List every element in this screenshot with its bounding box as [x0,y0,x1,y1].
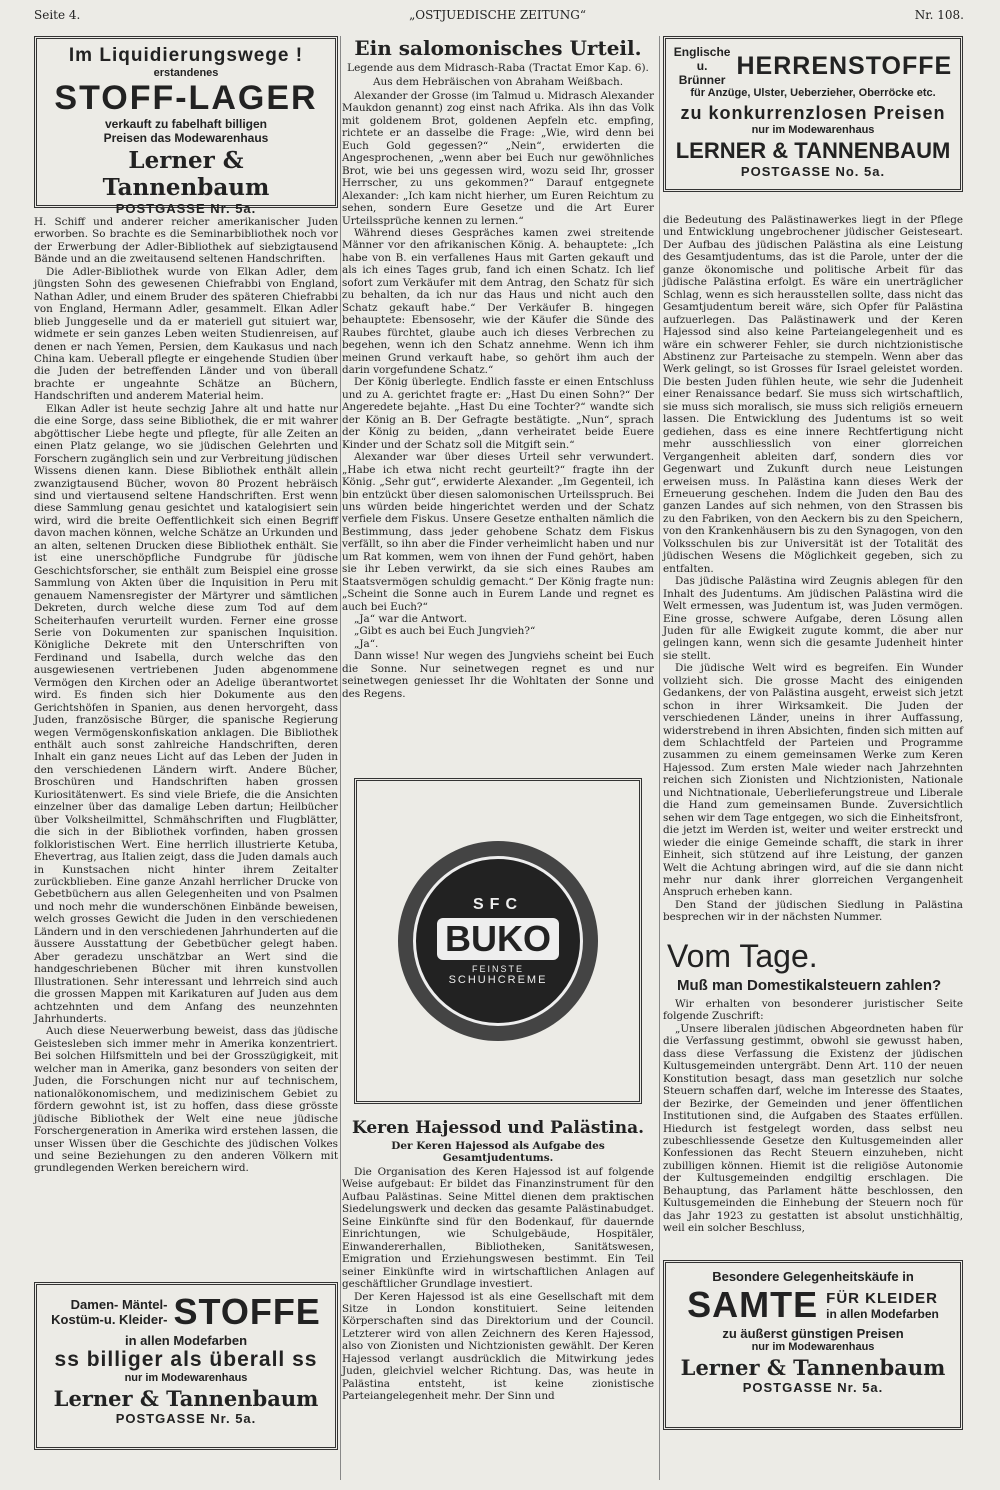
article-domestikalsteuern [663,998,963,1246]
ad-shop-name: LERNER & TANNENBAUM [675,138,951,163]
column-rule [340,36,341,1480]
ad-address: POSTGASSE Nr. 5a. [115,201,257,216]
column-rule [659,36,660,1480]
paragraph: „Ja“. [354,637,379,650]
ad-headline: SAMTE [687,1284,819,1325]
paragraph: „Gibt es auch bei Euch Jungvieh?“ [354,625,536,638]
ad-line: in allen Modefarben [826,1306,939,1321]
buko-logo [398,841,598,1041]
ad-line: in allen Modefarben [124,1333,248,1348]
ad-slogan: ss billiger als überall ss [54,1348,318,1371]
newspaper-title: „OSTJUEDISCHE ZEITUNG“ [409,8,587,22]
paragraph: Die Organisation des Keren Hajessod ist auf folgende Weise aufgebaut: Er bildet das Finanzinstrument für den Aufbau Palästinas. Seine Mittel dienen dem praktischen Siedelungswerk und decken das gesamte Palästinabudget. Seine Einkünfte sind für den Bodenkauf, für dauernde Einrichtungen, wie Schulgebäude, Hospitäler, Einwandererhallen, Bibliotheken, Sanitätswesen, Emigration und Erziehungswesen bestimmt. Ein Teil seiner Einkünfte wird in wirtschaftlichen Anlagen auf geschäftlicher Grundlage investiert. [342,1166,654,1291]
article-keren-hajessod-continued [663,214,963,928]
ad-line: Kostüm-u. Kleider- [51,1312,168,1327]
ad-headline: HERRENSTOFFE [736,51,953,80]
ad-line: Damen- Mäntel- [70,1297,168,1312]
ad-line: zu äußerst günstigen Preisen [722,1326,904,1341]
column-middle [342,36,654,1482]
ad-line: FÜR KLEIDER [826,1289,938,1307]
article-subtitle: Der Keren Hajessod als Aufgabe des Gesamtjudentums. [391,1140,605,1164]
ad-buko [354,778,642,1104]
ad-line: Englische u. [673,45,731,73]
ad-address: POSTGASSE No. 5a. [740,164,886,179]
ad-stoff-lager [34,36,338,216]
ad-shop-name: Lerner & Tannenbaum [53,1386,319,1411]
page-header [34,8,964,26]
article-subtitle: Legende aus dem Midrasch-Raba (Tractat Emor Kap. 6). [347,62,649,74]
ad-shop-name: Lerner & Tannenbaum [680,1355,946,1380]
ad-line: Im Liquidierungswege ! [68,45,304,66]
article-salomonisches-urteil [342,90,654,770]
buko-tagline: FEINSTE [471,964,524,974]
article-title: Muß man Domestikalsteuern zahlen? [677,977,942,994]
ad-line: erstandenes [153,67,219,79]
paragraph: Alexander war über dieses Urteil sehr verwundert. „Habe ich etwa nicht recht geurteilt?“ fragte ihn der König. „Sehr gut“, erwiderte Alexander. „Im Gegenteil, ich bin entzückt über diesen salomonischen Urteilsspruch. Bei uns würden beide hingerichtet werden und der Schatz verfiele dem Fiskus. Unsere Gesetze enthalten nämlich die Bestimmung, dass jeder gehobene Schatz dem Fiskus verfällt, so ihn aber die Finder verheimlicht haben und nur um Rat kommen, wem von ihnen der Fund gehört, haben sie ihr Leben verwirkt, da sie sich eines Raubes am Staatsvermögen schuldig gemacht.“ Der König fragte nun: „Scheint die Sonne auch in Eurem Lande und regnet es auch bei Euch?“ [342,451,654,613]
paragraph: Das jüdische Palästina wird Zeugnis ablegen für den Inhalt des Judentums. Am jüdischen Palästina wird die Welt ermessen, was Judentum ist, was Juden vermögen. Eine grosse, schwere Aufgabe, deren Lösung allen Juden für alle Ewigkeit zugute kommt, die aber nur gelingen kann, wenn sich die gesamte Judenheit hinter sie stellt. [663,575,963,662]
article-title: Ein salomonisches Urteil. [354,36,642,60]
paragraph: Dann wisse! Nur wegen des Jungviehs scheint bei Euch die Sonne. Nur seinetwegen regnet es und nur seinetwegen geniesset Ihr die Wohltaten der Sonne und des Regens. [342,650,654,700]
ad-line: Besondere Gelegenheitskäufe in [712,1269,914,1284]
paragraph: die Bedeutung des Palästinawerkes liegt in der Pflege und Entwicklung ungebrochener jüdischer Geisteseart. Der Aufbau des jüdischen Palästina als eine Leistung des Gesamtjudentums, das ist die Parole, unter der die ganze ökonomische und politische Arbeit für das jüdische Palästina erfolgt. Es wäre ein unerträglicher Schlag, wenn es sich herausstellen sollte, dass nicht das Gesamtjudentum bereit wäre, sich Opfer für Palästina aufzuerlegen. Das Palästinawerk und der Keren Hajessod sind also keine Parteiangelegenheit und es wäre ein schwerer Fehler, sie durch nichtzionistische Abstinenz zur Parteisache zu stempeln. Wenn aber das Werk gelingt, so ist Grosses für Israel geleistet worden. Die besten Juden fühlen heute, wie sehr die Judenheit einer Renaissance bedarf. Sie muss sich wirtschaftlich, sie muss sich moralisch, sie muss sich religiös erneuern lassen. Die Entwicklung des Judentums ist so weit gediehen, dass es eine innere Rechtfertigung nicht mehr ausschliesslich von einer glorreichen Vergangenheit ableiten darf, sondern dies vor Gegenwart und Zukunft durch neue Leistungen erweisen muss. In Palästina kann dieses Werk der Erneuerung geschehen. Indem die Juden den Bau des ganzen Landes auf sich nehmen, von den Strassen bis zu den Fabriken, von den Aeckern bis zu den Speichern, von den Krankenhäusern bis zu den Synagogen, von den Volksschulen bis zur Universität ist der Totalität des jüdischen Wesens die Möglichkeit gegeben, sich zu entfalten. [663,214,963,575]
paragraph: Die jüdische Welt wird es begreifen. Ein Wunder vollzieht sich. Die grosse Macht des einigenden Gedankens, der von Palästina ausgeht, erweist sich jetzt schon in ihrer Wirksamkeit. Die Juden der verschiedenen Länder, uneins in ihrer Auffassung, widerstrebend in ihren Absichten, finden sich mitten auf dem Schlachtfeld der Parteien und Programme zusammen zu einem gemeinsamen Werke zum Keren Hajessod. Zum ersten Male wieder nach Jahrzehnten reichen sich Zionisten und Nichtzionisten, Nationale und Nichtnationale, Ueberlieferungstreue und Liberale die Hand zum gemeinsamen Bunde. Zuversichtlich sehen wir dem Tage entgegen, wo sich die Einheitsfront, die jetzt im Werden ist, weiter und weiter erstreckt und wieder die einige Gemeinde schafft, die stark in ihrer Einheit, sich stützend auf ihre Leistung, der ganzen Welt die Achtung abringen wird, auf die sie dann nicht mehr nur dank ihrer glorreichen Vergangenheit Anspruch erheben kann. [663,662,963,899]
ad-line: nur im Modewarenhaus [751,1341,875,1353]
ad-samte [663,1260,963,1430]
paragraph: Während dieses Gespräches kamen zwei streitende Männer vor den afrikanischen König. A. behauptete: „Ich habe von B. ein verfallenes Haus mit Garten gekauft und als ich eines Tages grub, fand ich einen Schatz. Ich lief sofort zum Verkäufer mit dem Antrag, den Schatz für sich zu behalten, da ich nur das Haus und nicht auch den Schatz gekauft habe.“ Der Verkäufer B. hingegen behauptete: Ebensosehr, wie der Käufer die Sünde des Raubes fürchtet, glaube auch ich dieses Verbrechen zu begehen, wenn ich den Schatz annehme. Wenn ich ihm meinen Grund verkauft habe, so gehört ihm auch der darin vorgefundene Schatz.“ [342,226,654,376]
ad-line: für Anzüge, Ulster, Ueberzieher, Oberröcke etc. [690,87,936,99]
ad-line: Preisen das Modewarenhaus [103,131,269,145]
paragraph: Den Stand der jüdischen Siedlung in Palästina besprechen wir in der nächsten Nummer. [663,898,963,924]
paragraph: Auch diese Neuerwerbung beweist, dass das jüdische Geistesleben sich immer mehr in Amerika konzentriert. Bei solchen Hilfsmitteln und bei der Grosszügigkeit, mit welcher man in Amerika, ganz besonders von seiten der Juden, die Forschungen nicht nur auf technischem, nationalökonomischem, und medizinischem Gebiet zu fördern gewohnt ist, ist zu hoffen, dass diese grösste jüdische Bibliothek der Welt eine neue jüdische Forschergeneration in Amerika wird erstehen lassen, die unser Wissen über die Geschichte des jüdischen Volkes und seine Beziehungen zu den anderen Völkern mit grundlegenden Werken bereichern wird. [34,1025,338,1175]
paragraph: Wir erhalten von besonderer juristischer Seite folgende Zuschrift: [663,998,963,1023]
ad-line: verkauft zu fabelhaft billigen [104,117,268,131]
column-right [663,36,963,1482]
ad-headline: STOFF-LAGER [54,79,318,117]
paragraph: Der Keren Hajessod ist als eine Gesellschaft mit dem Sitze in London konstituiert. Seine leitenden Körperschaften sind das Direktorium und der Council. Letzterer wird von allen Zeichnern des Keren Hajessod, also von Zionisten und Nichtzionisten gewählt. Der Keren Hajessod verlangt ausdrücklich die Mitwirkung jedes Juden, gleichviel welcher Richtung. Das, was heute in Palästina entsteht, ist keine zionistische Parteiangelegenheit mehr. Der Sinn und [342,1290,654,1403]
ad-line: Brünner [678,73,726,87]
article-library [34,216,338,1274]
ad-address: POSTGASSE Nr. 5a. [742,1380,884,1395]
page-number: Seite 4. [34,8,81,22]
column-left [34,36,338,1482]
paragraph: H. Schiff und anderer reicher amerikanischer Juden erworben. So brachte es die Seminarbibliothek noch vor der Erwerbung der Adler-Bibliothek auf siebzigtausend Bände und an die zweitausend seltenen Handschriften. [34,216,338,266]
paragraph: „Unsere liberalen jüdischen Abgeordneten haben für die Verfassung gestimmt, obwohl sie gewusst haben, dass diese Verfassung die Existenz der jüdischen Kultusgemeinden untergräbt. Denn Art. 110 der neuen Konstitution besagt, dass man gesetzlich nur solche Steuern schaffen darf, welche im Interesse des Staates, der Bezirke, der Gemeinden und jener öffentlichen Institutionen sind, die Aufgaben des Staates erfüllen. Hiedurch ist festgelegt worden, dass selbst neu zubeschliessende Gesetze den Kultusgemeinden aller Konfessionen das Recht Steuern einzuheben, nicht zubilligen können. Hiemit ist die religiöse Autonomie der Kultusgemeinden endgiltig erschlagen. Die Behauptung, das Parlament hätte beschlossen, den Kultusgemeinden die Einhebung der Steuern noch für das Jahr 1923 zu gestatten ist absolut unstichhältig, weil ein solcher Beschluss, [663,1022,963,1235]
paragraph: Der König überlegte. Endlich fasste er einen Entschluss und zu A. gerichtet fragte er: „Hast Du einen Sohn?“ Der Angeredete bejahte. „Hast Du eine Tochter?“ wandte sich der König an B. Der Gefragte bestätigte. „Nun“, sprach der König zu beiden, „dann verheiratet beide Euere Kinder und der Schatz soll die Mitgift sein.“ [342,376,654,451]
article-byline: Aus dem Hebräischen von Abraham Weißbach. [372,76,624,88]
paragraph: „Ja“ war die Antwort. [354,613,468,626]
ad-headline: STOFFE [173,1291,321,1332]
buko-product: SCHUHCREME [448,974,548,986]
article-title: Keren Hajessod und Palästina. [351,1118,645,1138]
ad-herrenstoffe [663,36,963,192]
buko-name: BUKO [437,918,559,960]
issue-number: Nr. 108. [914,8,964,22]
ad-stoffe [34,1282,338,1450]
ad-line: nur im Modewarenhaus [751,124,875,136]
ad-line: nur im Modewarenhaus [124,1372,248,1384]
section-heading: Vom Tage. [667,938,818,974]
ad-address: POSTGASSE Nr. 5a. [115,1411,257,1426]
article-keren-hajessod [342,1166,654,1403]
paragraph: Alexander der Grosse (im Talmud u. Midrasch Alexander Maukdon genannt) zog einst nach Afrika. Als ihn das Volk mit goldenem Brot, goldenen Aepfeln etc. empfing, richtete er an dasselbe die Frage: „Wie, wird denn bei Euch Gold gegessen?“ „Nein“, erwiderten die Angesprochenen, „wenn aber bei Euch nur gewöhnliches Brot, wie bei uns gegessen wird, wozu seid Ihr, grosser Herrscher, zu uns gekommen?“ Darauf entgegnete Alexander: „Ich kam nicht hierher, um Euren Reichtum zu sehen, sondern Eure Gesetze und die Art Eurer Urteilssprüche kennen zu lernen.“ [342,90,654,227]
ad-slogan: zu konkurrenzlosen Preisen [680,103,946,123]
buko-brand-letters: SFC [473,896,523,913]
paragraph: Die Adler-Bibliothek wurde von Elkan Adler, dem jüngsten Sohn des gewesenen Chiefrabbi von England, Nathan Adler, und einem Bruder des späteren Chiefrabbi von England, Hermann Adler, gesammelt. Elkan Adler blieb Junggeselle und da er materiell gut situiert war, widmete er sein ganzes Leben weiten Studienreisen, auf denen er nach Yemen, Persien, dem Kaukasus und nach China kam. Ueberall pflegte er eingehende Studien über die Juden der betreffenden Länder und von überall brachte er ungeahnte Schätze an Büchern, Handschriften und anderem Material heim. [34,265,338,403]
ad-shop-name: Lerner & Tannenbaum [102,147,270,201]
paragraph: Elkan Adler ist heute sechzig Jahre alt und hatte nur die eine Sorge, dass seine Bibliothek, die er mit wahrer abgöttischer Liebe hegte und pflegte, für alle Zeiten an einen Platz gelange, wo sie jüdischen Gelehrten und Forschern zugänglich sein und zur Verbreitung jüdischen Wissens dienen kann. Diese Bibliothek enthält allein zwanzigtausend Bücher, wovon 80 Prozent hebräisch sind und viertausend seltene Handschriften. Erst wenn diese Sammlung genau gesichtet und katalogisiert sein wird, wird die breite Oeffentlichkeit sich einen Begriff davon machen können, welche Schätze an Urkunden und an alten, seltenen Drucken diese Bibliothek enthält. Sie ist eine unerschöpfliche Fundgrube für jüdische Geschichtsforscher, sie enthält zum Beispiel eine grosse Sammlung von Akten über die Inquisition in Peru mit genauem Namensregister der Märtyrer und sämtlichen Dekreten, durch welche diese zum Tod auf dem Scheiterhaufen verurteilt wurden. Ferner eine grosse Serie von Dokumenten zur spanischen Inquisition. Königliche Dekrete mit den Unterschriften von Ferdinand und Isabella, durch welche das den ausgewiesenen vertriebenen Juden abgenommene Vermögen den Kirchen oder an Adelige überantwortet wird. Es finden sich hier Dokumente aus den Gerichtshöfen in Spanien, aus denen hervorgeht, dass Juden, französische Bürger, die spanische Regierung wegen Vermögenskonfiskation anklagen. Die Bibliothek enthält auch sonst zahlreiche Handschriften, deren Inhalt ein ganz neues Licht auf das Leben der Juden in den verschiedenen Ländern wirft. Andere Bücher, Broschüren und Handschriften haben grossen Kuriositätenwert. Es sind viele Briefe, die die Ansichten einzelner über das damalige Leben dartun; Heilbücher über Volksheilmittel, Schmähschriften und Flugblätter, die sich in der Bibliothek vorfinden, haben grossen folkloristischen Wert. Eine herrlich illustrierte Ketuba, Ehevertrag, aus Italien zeigt, dass die Juden damals auch in Kunstsachen nicht hinter ihrem Zeitalter zurückblieben. Eine ganze Anzahl herrlicher Drucke von Gebetbüchern aus allen Gelegenheiten und von Psalmen und noch mehr die wunderschönen Einbände beweisen, welch grosses Gewicht die Juden in den verschiedenen Ländern und in den verschiedenen Jahrhunderten auf die äussere Ausstattung der Gebetbücher gelegt haben. Aber geradezu unschätzbar an Wert sind die handgeschriebenen Bücher mit ihren kunstvollen Illustrationen. Sehr interessant und lehrreich sind auch die grossen Mappen mit Karikaturen auf Juden aus dem achtzehnten und dem Anfang des neunzehnten Jahrhunderts. [34,402,338,1025]
